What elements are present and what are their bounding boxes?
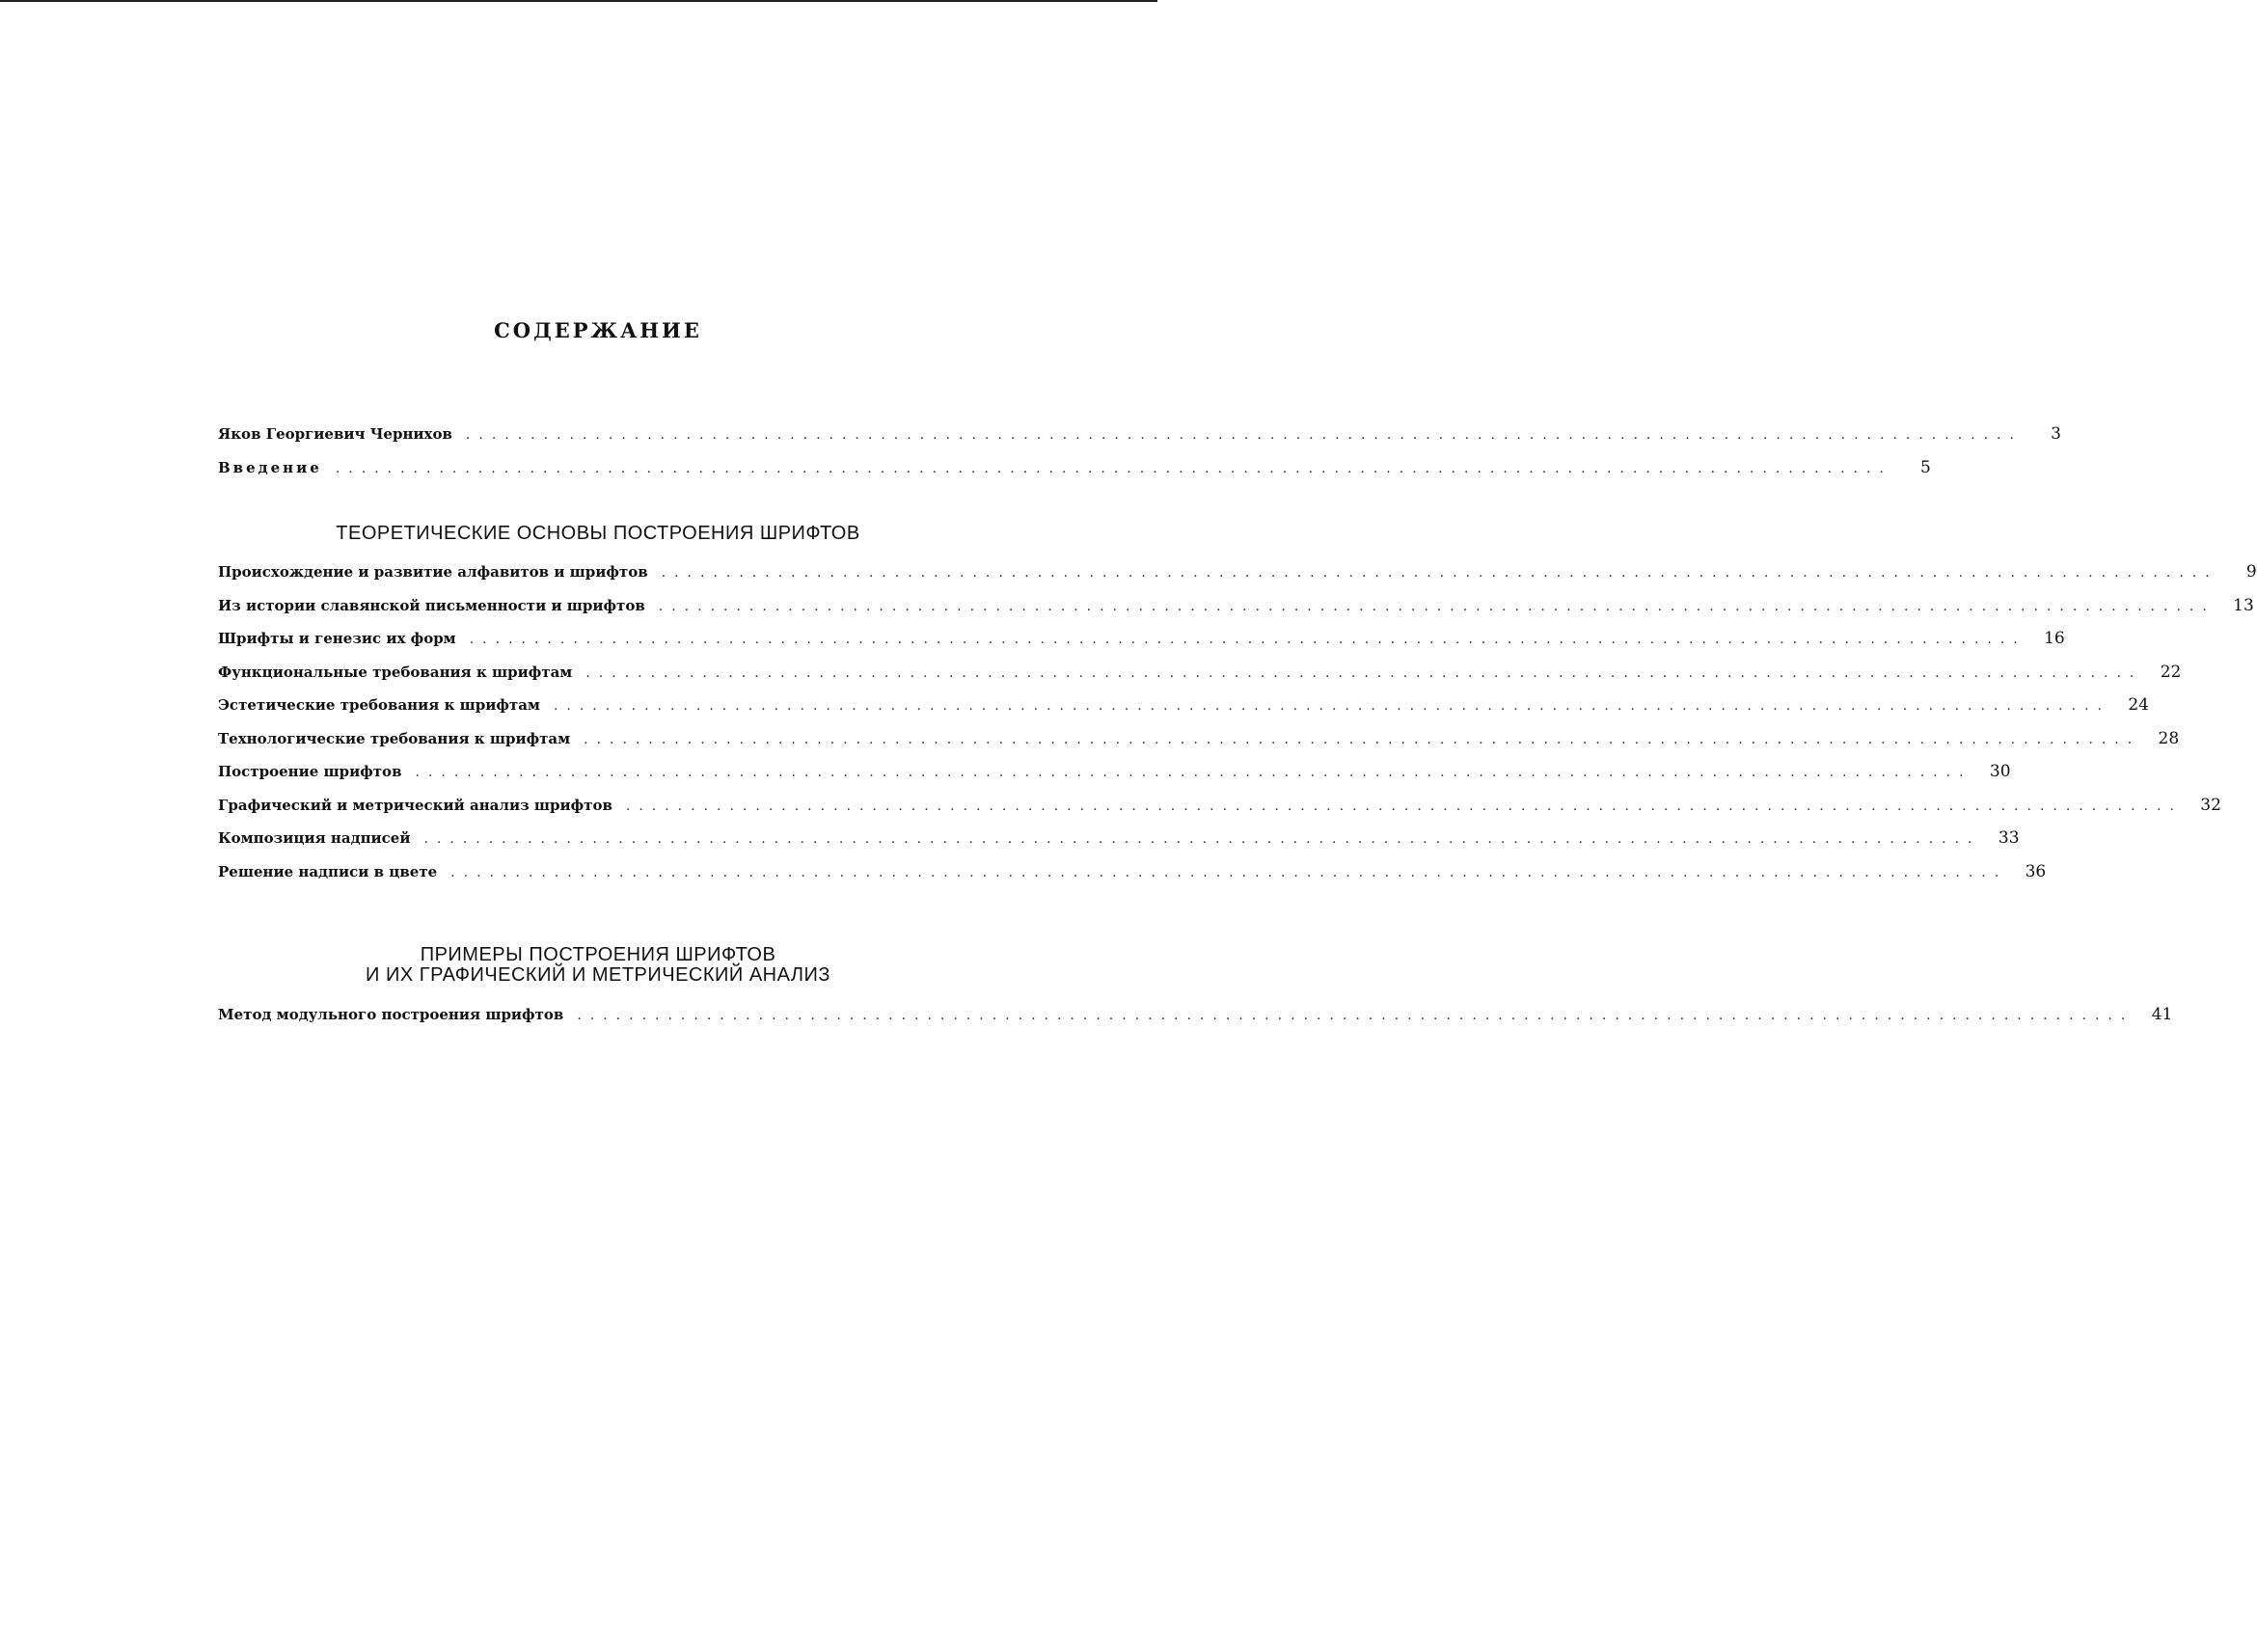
toc-entry-label: Происхождение и развитие алфавитов и шрифтов (218, 563, 648, 581)
toc-entry-label: Графический и метрический анализ шрифтов (218, 796, 612, 814)
toc-dot-leader: ........................................................................................................................ (553, 698, 2110, 714)
toc-entry-page: 33 (1998, 828, 2020, 848)
toc-dot-leader: ........................................................................................................................ (625, 798, 2183, 814)
toc-entry[interactable] (218, 695, 2149, 729)
toc-entry-page: 30 (1989, 762, 2011, 781)
toc-entry-page: 32 (2200, 795, 2221, 815)
toc-dot-leader: ........................................................................................................................ (423, 831, 1981, 847)
toc-entry-label: Решение надписи в цвете (218, 862, 438, 880)
toc-entry-label: Функциональные требования к шрифтам (218, 663, 573, 681)
toc-front-list (218, 424, 2061, 491)
toc-dot-leader: ........................................................................................................................ (450, 864, 2008, 880)
toc-dot-leader: ........................................................................................................................ (584, 731, 2141, 747)
section-heading-line: ПРИМЕРЫ ПОСТРОЕНИЯ ШРИФТОВ (420, 944, 776, 965)
toc-entry-page: 22 (2160, 662, 2182, 682)
toc-dot-leader: ........................................................................................................................ (661, 565, 2218, 581)
toc-entry[interactable] (218, 861, 2047, 896)
toc-entry-label: Из истории славянской письменности и шрифтов (218, 596, 645, 614)
toc-entry[interactable] (218, 728, 2180, 763)
toc-entry-label: Введение (218, 458, 322, 476)
toc-entry-label: Эстетические требования к шрифтам (218, 696, 540, 714)
toc-dot-leader: ........................................................................................................................ (465, 427, 2023, 443)
toc-dot-leader: ........................................................................................................................ (469, 632, 2026, 647)
toc-entry-page: 13 (2233, 595, 2254, 615)
page-top-edge (0, 0, 1157, 2)
toc-entry[interactable] (218, 795, 2221, 829)
toc-entry-label: Композиция надписей (218, 829, 411, 847)
toc-dot-leader: ........................................................................................................................ (415, 765, 1972, 780)
toc-section-examples-list (218, 1005, 2173, 1039)
toc-dot-leader: ........................................................................................................................ (577, 1008, 2135, 1023)
toc-dot-leader: ........................................................................................................................ (585, 664, 2143, 681)
section-heading (0, 945, 1196, 986)
toc-entry[interactable] (218, 424, 2061, 458)
toc-entry-label: Технологические требования к шрифтам (218, 729, 571, 747)
toc-entry-page: 24 (2128, 695, 2149, 715)
toc-entry-label: Яков Георгиевич Чернихов (218, 425, 452, 443)
page-title: СОДЕРЖАНИЕ (494, 318, 702, 342)
toc-entry[interactable] (218, 828, 2020, 862)
toc-entry-label: Построение шрифтов (218, 763, 402, 780)
toc-entry-label: Метод модульного построения шрифтов (218, 1006, 564, 1023)
toc-entry-page: 5 (1920, 457, 1931, 477)
section-heading-line: И ИХ ГРАФИЧЕСКИЙ И МЕТРИЧЕСКИЙ АНАЛИЗ (366, 964, 830, 986)
toc-dot-leader: ........................................................................................................................ (658, 598, 2216, 614)
toc-entry[interactable] (218, 1005, 2173, 1039)
section-heading: ТЕОРЕТИЧЕСКИЕ ОСНОВЫ ПОСТРОЕНИЯ ШРИФТОВ (336, 523, 860, 544)
toc-entry-page: 41 (2151, 1005, 2173, 1024)
toc-entry[interactable] (218, 457, 1931, 492)
toc-entry[interactable] (218, 562, 2257, 596)
toc-dot-leader: ........................................................................................................................ (335, 460, 1892, 476)
toc-section-theory-list (218, 562, 2257, 895)
toc-entry-page: 36 (2025, 861, 2047, 881)
toc-entry-label: Шрифты и генезис их форм (218, 630, 456, 647)
toc-entry-page: 3 (2051, 424, 2061, 444)
toc-entry-page: 16 (2044, 629, 2065, 648)
toc-entry-page: 9 (2245, 562, 2257, 582)
toc-entry[interactable] (218, 595, 2254, 630)
toc-entry[interactable] (218, 662, 2182, 696)
toc-entry[interactable] (218, 762, 2011, 796)
toc-entry[interactable] (218, 629, 2065, 663)
toc-entry-page: 28 (2158, 728, 2180, 748)
